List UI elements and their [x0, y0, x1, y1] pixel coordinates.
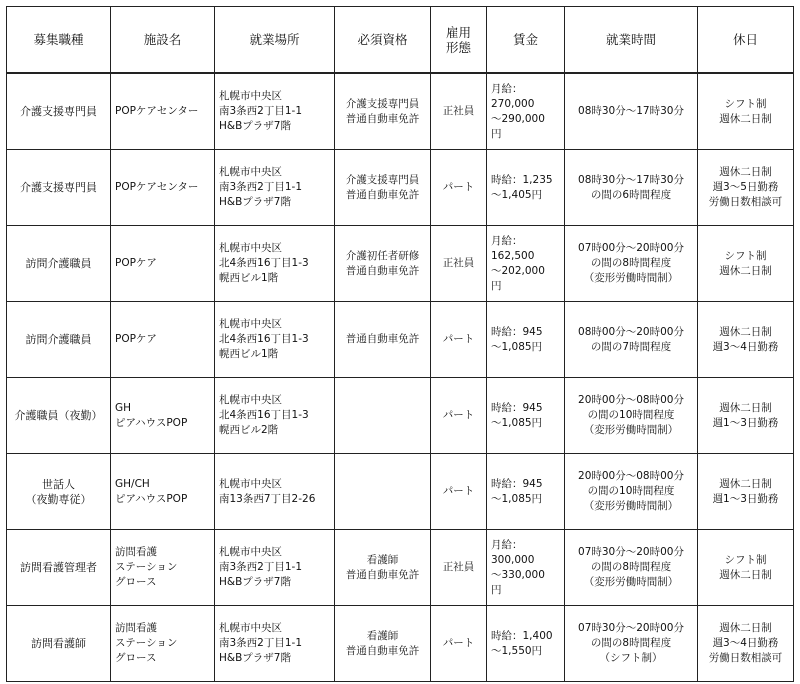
cell-employment-type: [431, 454, 487, 530]
cell-wage: [487, 454, 565, 530]
cell-workplace-line: 幌西ビル1階: [219, 348, 279, 360]
cell-workplace-line: 札幌市中央区: [219, 477, 282, 490]
cell-working-hours-line: （変形労働時間制）: [583, 500, 679, 512]
cell-qualification-line: 普通自動車免許: [345, 188, 420, 201]
cell-working-hours: [565, 302, 698, 378]
cell-job-type-line: 世話人: [42, 477, 75, 491]
cell-workplace: [215, 606, 335, 682]
cell-workplace-line: 幌西ビル2階: [219, 424, 279, 436]
header-qualification: 必須資格: [335, 7, 431, 74]
cell-holidays-line: 週休二日制: [719, 622, 772, 634]
cell-employment-type: [431, 378, 487, 454]
cell-working-hours: [565, 454, 698, 530]
cell-facility: [111, 530, 215, 606]
cell-employment-type-value: 正社員: [442, 105, 475, 117]
cell-working-hours-line: の間の7時間程度: [590, 340, 672, 353]
cell-job-type-line: 介護支援専門員: [20, 105, 97, 118]
cell-qualification: [335, 150, 431, 226]
cell-wage: [487, 226, 565, 302]
cell-employment-type: [431, 606, 487, 682]
cell-workplace-line: 南3条西2丁目1-1: [219, 181, 303, 193]
cell-employment-type-value: 正社員: [442, 257, 475, 269]
cell-wage-line: ～202,000: [491, 264, 545, 277]
cell-wage-line: 月給：: [491, 82, 523, 95]
cell-working-hours-line: 20時00分～08時00分: [578, 394, 684, 406]
cell-workplace-line: 札幌市中央区: [219, 90, 282, 102]
cell-working-hours-line: 08時30分～17時30分: [578, 173, 684, 186]
cell-qualification: [335, 378, 431, 454]
cell-employment-type: [431, 150, 487, 226]
cell-workplace-line: 南3条西2丁目1-1: [219, 561, 303, 573]
cell-wage-line: 円: [491, 279, 502, 292]
cell-working-hours-line: （変形労働時間制）: [583, 272, 679, 284]
cell-qualification-line: 介護支援専門員: [345, 173, 420, 186]
cell-workplace-line: 札幌市中央区: [219, 394, 282, 406]
cell-facility: [111, 150, 215, 226]
cell-qualification-line: 普通自動車免許: [345, 568, 420, 581]
cell-workplace: [215, 150, 335, 226]
cell-facility-line: ピアハウスPOP: [115, 416, 188, 429]
cell-working-hours-line: 08時00分～20時00分: [578, 325, 684, 338]
cell-wage-line: ～1,405円: [491, 188, 543, 201]
cell-job-type-line: 訪問看護師: [31, 637, 86, 650]
cell-working-hours-line: 07時30分～20時00分: [578, 622, 684, 634]
cell-facility-line: 訪問看護: [115, 546, 157, 558]
cell-job-type: [7, 378, 111, 454]
cell-facility: [111, 378, 215, 454]
cell-workplace: [215, 530, 335, 606]
cell-job-type: [7, 454, 111, 530]
table-body: [7, 73, 794, 682]
cell-job-type-line: （夜勤専従）: [25, 492, 92, 506]
cell-employment-type-value: パート: [442, 333, 475, 345]
cell-wage: [487, 73, 565, 150]
cell-workplace-line: 北4条西16丁目1-3: [219, 257, 309, 269]
cell-workplace-line: 札幌市中央区: [219, 166, 282, 178]
cell-employment-type: [431, 302, 487, 378]
cell-facility: [111, 454, 215, 530]
cell-working-hours-line: 07時00分～20時00分: [578, 242, 684, 254]
cell-job-type: [7, 226, 111, 302]
cell-wage-line: ～330,000: [491, 568, 545, 581]
cell-working-hours-line: 08時30分～17時30分: [578, 105, 684, 117]
cell-job-type: [7, 73, 111, 150]
cell-qualification-line: 普通自動車免許: [345, 264, 420, 277]
cell-wage: [487, 606, 565, 682]
cell-holidays: [698, 226, 794, 302]
recruitment-table: [6, 6, 794, 682]
cell-holidays: [698, 606, 794, 682]
cell-facility-line: POPケアセンター: [115, 105, 199, 117]
cell-wage-line: ～1,085円: [491, 492, 543, 505]
cell-qualification: [335, 302, 431, 378]
cell-facility-line: POPケア: [115, 257, 157, 269]
cell-holidays: [698, 530, 794, 606]
cell-facility-line: GH/CH: [115, 477, 150, 490]
table-row: [7, 150, 794, 226]
cell-holidays-line: 週1～3日勤務: [712, 416, 779, 429]
cell-wage: [487, 150, 565, 226]
cell-facility-line: ステーション: [115, 561, 178, 573]
cell-holidays-line: シフト制: [724, 553, 767, 566]
cell-workplace: [215, 73, 335, 150]
header-facility: 施設名: [111, 7, 215, 74]
cell-qualification-line: 介護初任者研修: [345, 249, 420, 262]
cell-working-hours-line: （変形労働時間制）: [583, 424, 679, 436]
header-row: [7, 7, 794, 74]
table-row: [7, 454, 794, 530]
cell-holidays: [698, 73, 794, 150]
cell-holidays: [698, 150, 794, 226]
cell-working-hours: [565, 73, 698, 150]
cell-holidays-line: 週1～3日勤務: [712, 492, 779, 505]
cell-holidays-line: 週休二日制: [719, 264, 772, 277]
table-row: [7, 226, 794, 302]
table-row: [7, 530, 794, 606]
cell-facility-line: グロース: [115, 576, 157, 588]
cell-working-hours: [565, 606, 698, 682]
recruitment-table-wrapper: [6, 6, 794, 682]
cell-facility: [111, 302, 215, 378]
cell-working-hours: [565, 530, 698, 606]
cell-job-type-line: 訪問看護管理者: [20, 561, 97, 574]
cell-working-hours: [565, 378, 698, 454]
cell-working-hours-line: （シフト制）: [599, 652, 663, 664]
table-row: [7, 73, 794, 150]
cell-working-hours: [565, 226, 698, 302]
cell-wage-line: 270,000: [491, 97, 535, 110]
header-wage: 賃金: [487, 7, 565, 74]
cell-working-hours-line: の間の8時間程度: [590, 561, 672, 573]
cell-workplace-line: 札幌市中央区: [219, 546, 282, 558]
cell-workplace: [215, 302, 335, 378]
cell-workplace-line: 幌西ビル1階: [219, 272, 279, 284]
cell-job-type: [7, 530, 111, 606]
cell-qualification-line: 介護支援専門員: [345, 97, 420, 110]
cell-holidays-line: 労働日数相談可: [708, 652, 783, 664]
cell-qualification-line: 普通自動車免許: [345, 644, 420, 657]
cell-working-hours-line: 07時30分～20時00分: [578, 546, 684, 558]
cell-holidays-line: 週休二日制: [719, 401, 772, 414]
header-working-hours: 就業時間: [565, 7, 698, 74]
cell-employment-type: [431, 226, 487, 302]
cell-qualification: [335, 226, 431, 302]
cell-facility: [111, 226, 215, 302]
cell-workplace-line: H&Bプラザ7階: [219, 196, 291, 208]
cell-working-hours-line: 20時00分～08時00分: [578, 470, 684, 482]
cell-workplace-line: H&Bプラザ7階: [219, 652, 291, 664]
cell-facility-line: ピアハウスPOP: [115, 492, 188, 505]
cell-holidays: [698, 454, 794, 530]
cell-wage-line: 円: [491, 583, 502, 596]
cell-employment-type-value: パート: [442, 485, 475, 497]
cell-working-hours-line: の間の8時間程度: [590, 257, 672, 269]
cell-wage-line: 時給：945: [491, 477, 543, 490]
cell-workplace-line: 北4条西16丁目1-3: [219, 333, 309, 345]
cell-facility: [111, 606, 215, 682]
cell-qualification-line: 普通自動車免許: [345, 112, 420, 125]
cell-facility-line: GH: [115, 401, 132, 414]
cell-workplace-line: 南13条西7丁目2-26: [219, 492, 316, 505]
table-row: [7, 606, 794, 682]
cell-employment-type-value: 正社員: [442, 561, 475, 573]
cell-workplace-line: 札幌市中央区: [219, 622, 282, 634]
cell-workplace-line: H&Bプラザ7階: [219, 120, 291, 132]
cell-holidays-line: 週休二日制: [719, 112, 772, 125]
cell-holidays-line: シフト制: [724, 249, 767, 262]
cell-wage-line: 162,500: [491, 249, 535, 262]
cell-facility-line: 訪問看護: [115, 622, 157, 634]
cell-wage-line: 月給：: [491, 538, 523, 551]
cell-facility-line: ステーション: [115, 637, 178, 649]
cell-wage-line: 300,000: [491, 553, 535, 566]
cell-workplace-line: H&Bプラザ7階: [219, 576, 291, 588]
cell-job-type: [7, 606, 111, 682]
cell-holidays-line: 週休二日制: [719, 166, 772, 178]
cell-wage-line: ～290,000: [491, 112, 545, 125]
cell-holidays-line: 週休二日制: [719, 568, 772, 581]
cell-wage-line: ～1,085円: [491, 340, 543, 353]
cell-facility-line: グロース: [115, 652, 157, 664]
header-employment-type: 雇用 形態: [431, 7, 487, 74]
header-holidays: 休日: [698, 7, 794, 74]
cell-qualification: [335, 73, 431, 150]
cell-job-type-line: 介護職員（夜勤）: [14, 409, 103, 422]
cell-qualification-line: 看護師: [366, 553, 399, 566]
cell-employment-type: [431, 530, 487, 606]
cell-workplace: [215, 454, 335, 530]
cell-working-hours-line: の間の8時間程度: [590, 637, 672, 649]
cell-wage-line: 時給：945: [491, 325, 543, 338]
cell-employment-type-value: パート: [442, 637, 475, 649]
cell-job-type: [7, 302, 111, 378]
cell-holidays-line: 週休二日制: [719, 477, 772, 490]
header-workplace: 就業場所: [215, 7, 335, 74]
cell-holidays-line: 週休二日制: [719, 325, 772, 338]
cell-wage: [487, 530, 565, 606]
cell-workplace-line: 札幌市中央区: [219, 318, 282, 330]
cell-working-hours-line: （変形労働時間制）: [583, 576, 679, 588]
cell-facility: [111, 73, 215, 150]
cell-wage-line: 時給：1,400: [491, 629, 553, 642]
cell-workplace-line: 北4条西16丁目1-3: [219, 409, 309, 421]
cell-wage: [487, 378, 565, 454]
cell-facility-line: POPケア: [115, 333, 157, 345]
cell-qualification-line: 普通自動車免許: [345, 333, 420, 345]
cell-qualification: [335, 530, 431, 606]
cell-working-hours-line: の間の10時間程度: [587, 485, 675, 497]
cell-wage-line: 月給：: [491, 234, 523, 247]
cell-job-type-line: 訪問介護職員: [25, 257, 92, 270]
table-row: [7, 378, 794, 454]
cell-facility-line: POPケアセンター: [115, 181, 199, 193]
cell-wage-line: ～1,085円: [491, 416, 543, 429]
cell-holidays-line: シフト制: [724, 97, 767, 110]
cell-holidays: [698, 302, 794, 378]
cell-working-hours-line: の間の10時間程度: [587, 409, 675, 421]
cell-workplace-line: 南3条西2丁目1-1: [219, 637, 303, 649]
cell-working-hours-line: の間の6時間程度: [590, 188, 672, 201]
cell-job-type: [7, 150, 111, 226]
cell-holidays-line: 週3～4日勤務: [712, 340, 779, 353]
cell-workplace-line: 南3条西2丁目1-1: [219, 105, 303, 117]
cell-employment-type-value: パート: [442, 181, 475, 193]
cell-employment-type-value: パート: [442, 409, 475, 421]
header-job-type: 募集職種: [7, 7, 111, 74]
cell-workplace: [215, 378, 335, 454]
cell-employment-type: [431, 73, 487, 150]
cell-wage-line: 時給：1,235: [491, 173, 553, 186]
cell-qualification: [335, 454, 431, 530]
cell-holidays-line: 週3～5日勤務: [712, 181, 779, 193]
cell-working-hours: [565, 150, 698, 226]
cell-workplace-line: 札幌市中央区: [219, 242, 282, 254]
cell-qualification: [335, 606, 431, 682]
table-row: [7, 302, 794, 378]
cell-holidays-line: 週3～4日勤務: [712, 637, 779, 649]
cell-qualification-line: 看護師: [366, 629, 399, 642]
cell-wage: [487, 302, 565, 378]
cell-holidays: [698, 378, 794, 454]
cell-holidays-line: 労働日数相談可: [708, 196, 783, 208]
cell-wage-line: 円: [491, 127, 502, 140]
cell-job-type-line: 訪問介護職員: [25, 333, 92, 346]
cell-workplace: [215, 226, 335, 302]
cell-wage-line: ～1,550円: [491, 644, 543, 657]
cell-wage-line: 時給：945: [491, 401, 543, 414]
cell-job-type-line: 介護支援専門員: [20, 181, 97, 194]
